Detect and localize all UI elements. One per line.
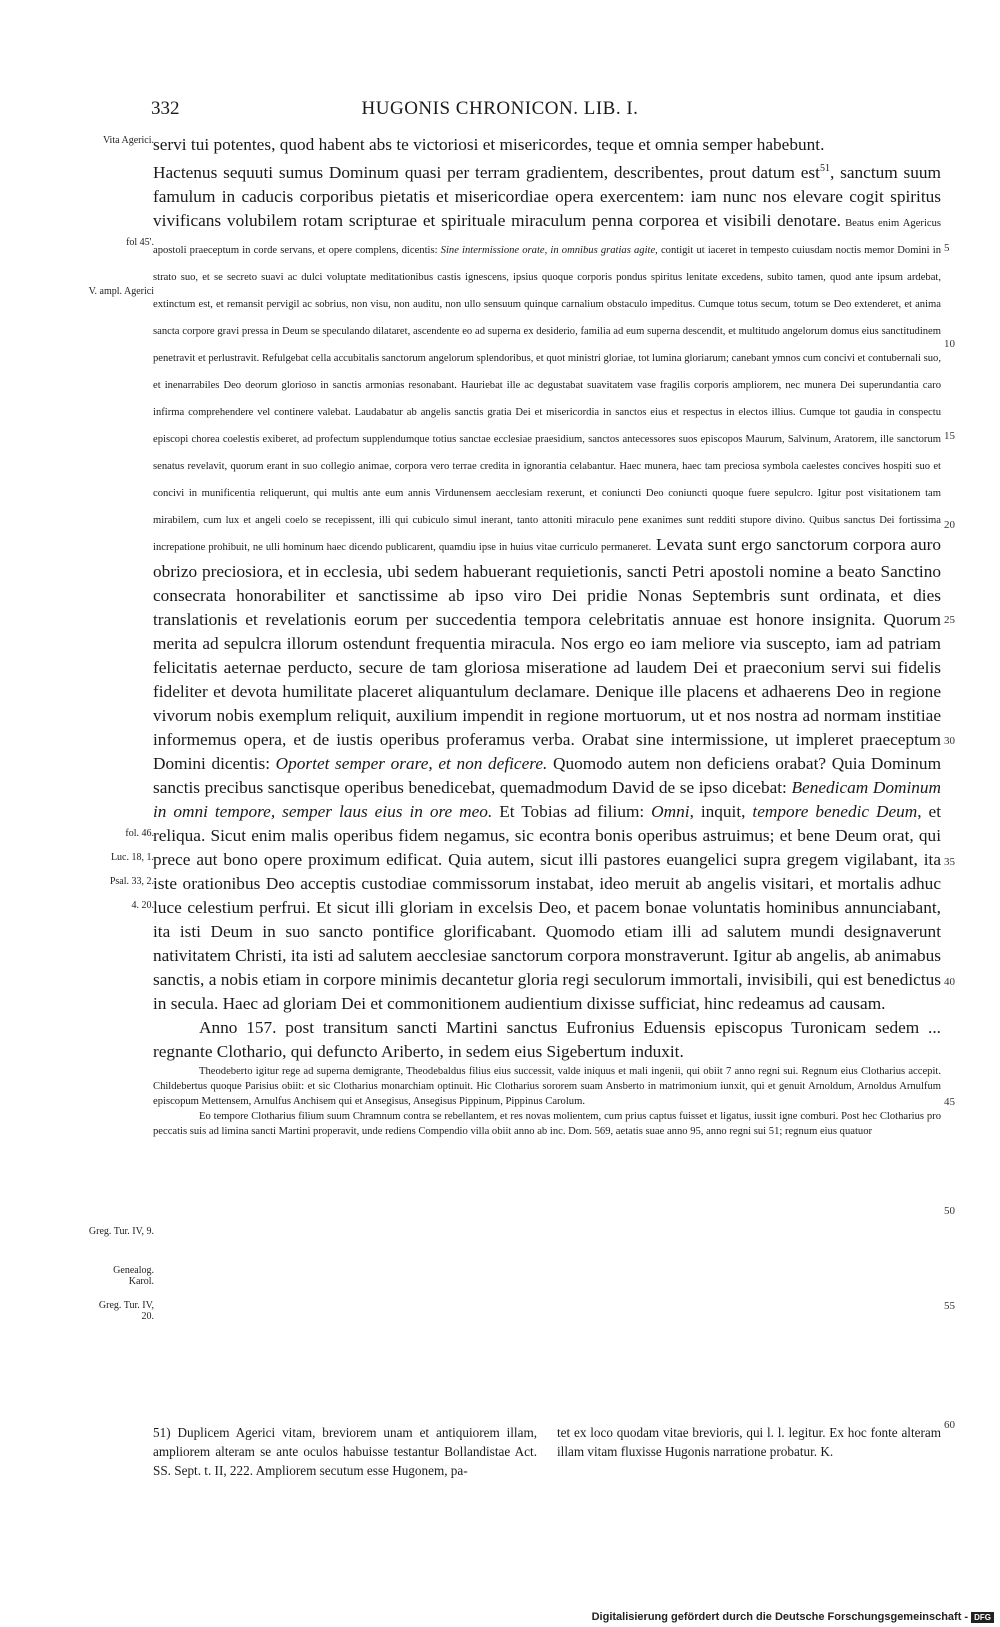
- margin-note: Genealog. Karol.: [113, 1265, 154, 1287]
- line-number: 30: [944, 735, 955, 747]
- margin-note: fol 45'.: [126, 237, 154, 248]
- line-number: 55: [944, 1300, 955, 1312]
- running-head: HUGONIS CHRONICON. LIB. I.: [361, 98, 639, 119]
- paragraph-3: Anno 157. post transitum sancti Martini sanctus Eufronius Eduensis episcopus Turonicam sedem ... regnante Clothario, qui defuncto Ariberto, in sedem eius Sigebertum induxit.: [153, 1017, 941, 1061]
- line-number: 60: [944, 1419, 955, 1431]
- paragraph-4: Theodeberto igitur rege ad superna demigrante, Theodebaldus filius eius successit, valde iniquus et mali ingenii, qui obiit 7 anno regni sui. Regnum eius Clotharius accepit. Childebertus quoque Parisius obiit: et sic Clotharius monarchiam optinuit. Hic Clotharius sororem suam Ansberto in matrimonium iunxit, qui et genuit Arnoldum, Arnoldus Arnulfum episcopum Mettensem, Arnulfus Anchisem qui et Ansegisus, Ansegisus Pippinum, Pippinus Carolum.: [153, 1065, 941, 1107]
- line-number: 15: [944, 430, 955, 442]
- line-number: 10: [944, 338, 955, 350]
- margin-note: Psal. 33, 2.: [109, 876, 154, 887]
- margin-note: Greg. Tur. IV, 9.: [88, 1226, 154, 1237]
- margin-note: Vita Agerici.: [102, 135, 154, 146]
- line-number: 20: [944, 519, 955, 531]
- line-number: 5: [944, 242, 950, 254]
- margin-note: 4. 20.: [131, 900, 154, 911]
- margin-note: Greg. Tur. IV, 20.: [98, 1300, 154, 1322]
- margin-note: fol. 46.: [125, 828, 154, 839]
- footer-credit: [592, 1611, 994, 1623]
- line-number: 40: [944, 976, 955, 988]
- line-number: 50: [944, 1205, 955, 1217]
- dfg-logo: DFG: [971, 1612, 994, 1623]
- page-header: [0, 98, 1000, 120]
- paragraph-2: Hactenus sequuti sumus Dominum quasi per terram gradientem, describentes, prout datum est$^{51}$, sanctum suum famulum in caducis corporibus pietatis et misericordiae opera exercentem: iam nunc nos elevare cogit spiritus vivificans volubilem rotam scripturae et spirituale miraculum penna corporea et visibili denotare. Beatus enim Agericus apostoli praeceptum in corde servans, et opere complens, dicentis: Sine intermissione orate, in omnibus gratias agite, contigit ut iaceret in tempesto cuiusdam noctis memor Domini in strato suo, et se secreto suavi ac dulci voluptate meditationibus castis ignescens, ipsius quoque corporis pondus spiritus lenitate excedens, subito tamen, quod ante ipsum ardebat, extinctum est, et remansit pervigil ac sobrius, non visu, non auditu, non ullo sensuum quinque carnalium obstaculo impeditus. Cumque totus secum, totum se Deo extenderet, et anima sancta corpore gravi pressa in Deum se speculando dilataret, ascendente eo ad superna ex desiderio, familia ad eum superna descendit, et multitudo angelorum domus eius sanctitudinem penetravit et perlustravit. Refulgebat cella accubitalis sanctorum angelorum splendoribus, et quot ministri gloriae, tot lumina gloriarum; canebant ymnos cum concivi et contubernali suo, et inenarrabiles Deo deorum glorioso in sanctis armonias resonabant. Hauriebat ille ac degustabat suavitatem vase fragilis corporis ampliorem, nec munera Dei superundantia caro infirma comprehendere vel continere valebat. Laudabatur ab angelis sanctis gratia Dei et misericordia in sanctos eius et respectus in electos illius. Cumque tot gaudia in conspectu episcopi chorea coelestis exiberet, ad profectum supplendumque totius sanctae ecclesiae praesidium, sanctos antecessores suos episcopos Maurum, Salvinum, Aratorem, ille sanctorum senatus revelavit, quorum erant in suo collegio animae, corpora vero terrae credita in ignorantia celabantur. Haec munera, haec tam preciosa symbola caelestes concives hospiti suo et concivi in munificentia reliquerunt, qui multis ante eum annis Virdunensem aecclesiam rexerunt, et coniuncti Deo coniuncti quoque fuere sepulcro. Igitur post visitationem tam mirabilem, cum lux et angeli coelo se recepissent, illi qui cubiculo simul inerant, tanto attoniti miraculo pene exanimes sunt redditi stupore divino. Quibus sanctus Dei fortissima increpatione prohibuit, ne ulli hominum haec dicendo publicarent, quamdiu ipse in huius vitae curriculo permaneret. Levata sunt ergo sanctorum corpora auro obrizo preciosiora, et in ecclesia, ubi sedem habuerant requietionis, sancti Petri apostoli nomine a beato Sanctino consecrata honorabiliter et sanctissime ab ipso viro Dei pridie Nonas Septembris sunt ordinata, et dies translationis et revelationis eorum per succedentia tempora celebritatis annuae est honore insignita. Quorum merita ad sepulcra illorum ostendunt frequentia miracula. Nos ergo eo iam meliore via suscepto, iam ad patriam felicitatis aeternae perducto, secure de tam gloriosa miseratione ad laudem Dei et praeconium servi sui fidelis fideliter et devota humilitate placeret aliquantulum declamare. Denique ille placens et adhaerens Deo in regione vivorum nobis exemplum reliquit, auxilium impendit in regione mortuorum, ut et nos nostra ad normam institiae informemus opera, et de iustis operibus proferamus verba. Orabat sine intermissione, ut impleret praeceptum Domini dicentis: Oportet semper orare, et non deficere. Quomodo autem non deficiens orabat? Quia Dominum sanctis precibus sanctisque operibus benedicebat, quemadmodum David de se ipso dicebat: Benedicam Dominum in omni tempore, semper laus eius in ore meo. Et Tobias ad filium: Omni, inquit, tempore benedic Deum, et reliqua. Sicut enim malis operibus fidem negamus, sic econtra bonis operibus astruimus; et bene Deum orat, qui prece aut bono opere proximum edificat. Quia autem, sicut illi pastores euangelici supra gregem vigilabant, ita iste orationibus Deo acceptis custodiae commissorum instabat, ideo meruit ab angelis visitari, et mortalis adhuc luce celestium perfrui. Et sicut illi gloriam in excelsis Deo, et pacem bonae voluntatis hominibus annunciabant, ita isti Deum in suo sancto pontifice glorificabant. Quomodo etiam illi ad salutem mundi designaverunt nativitatem Christi, ita isti ad salutem aecclesiae sanctorum corpora monstraverunt. Igitur ab angelis, ab animabus sanctis, a nobis etiam in corpore minimis decantetur gloria regi seculorum immortali, invisibili, qui est benedictus in secula. Haec ad gloriam Dei et commonitionem audientium dixisse sufficiat, hinc redeamus ad causam.: [153, 162, 942, 1013]
- line-number: 45: [944, 1096, 955, 1108]
- paragraph-1: servi tui potentes, quod habent abs te victoriosi et misericordes, teque et omnia semper habebunt.: [153, 135, 825, 154]
- footnotes: [153, 1423, 941, 1480]
- page-number: 332: [151, 98, 180, 119]
- line-number: 35: [944, 856, 955, 868]
- main-text: [153, 133, 941, 1139]
- footer-text: Digitalisierung gefördert durch die Deutsche Forschungsgemeinschaft -: [591, 1611, 969, 1623]
- line-number: 25: [944, 614, 955, 626]
- margin-note: V. ampl. Agerici: [88, 286, 154, 297]
- footnote-col-1: 51) Duplicem Agerici vitam, breviorem unam et antiquiorem illam, ampliorem alteram se ante oculos habuisse testantur Bollandistae Act. SS. Sept. t. II, 222. Ampliorem secutum esse Hugonem, pa-: [153, 1425, 537, 1478]
- footnote-col-2: tet ex loco quodam vitae brevioris, qui l. l. legitur. Ex hoc fonte alteram illam vitam fluxisse Hugonis narratione probatur. K.: [557, 1425, 941, 1459]
- margin-note: Luc. 18, 1.: [110, 852, 154, 863]
- paragraph-5: Eo tempore Clotharius filium suum Chramnum contra se rebellantem, et res novas molientem, cum prius captus fuisset et ligatus, iussit igne comburi. Post hec Clotharius pro peccatis suis ad limina sancti Martini properavit, unde rediens Compendio villa obiit anno ab inc. Dom. 569, aetatis suae anno 95, anno regni sui 51; regnum eius quatuor: [153, 1110, 941, 1137]
